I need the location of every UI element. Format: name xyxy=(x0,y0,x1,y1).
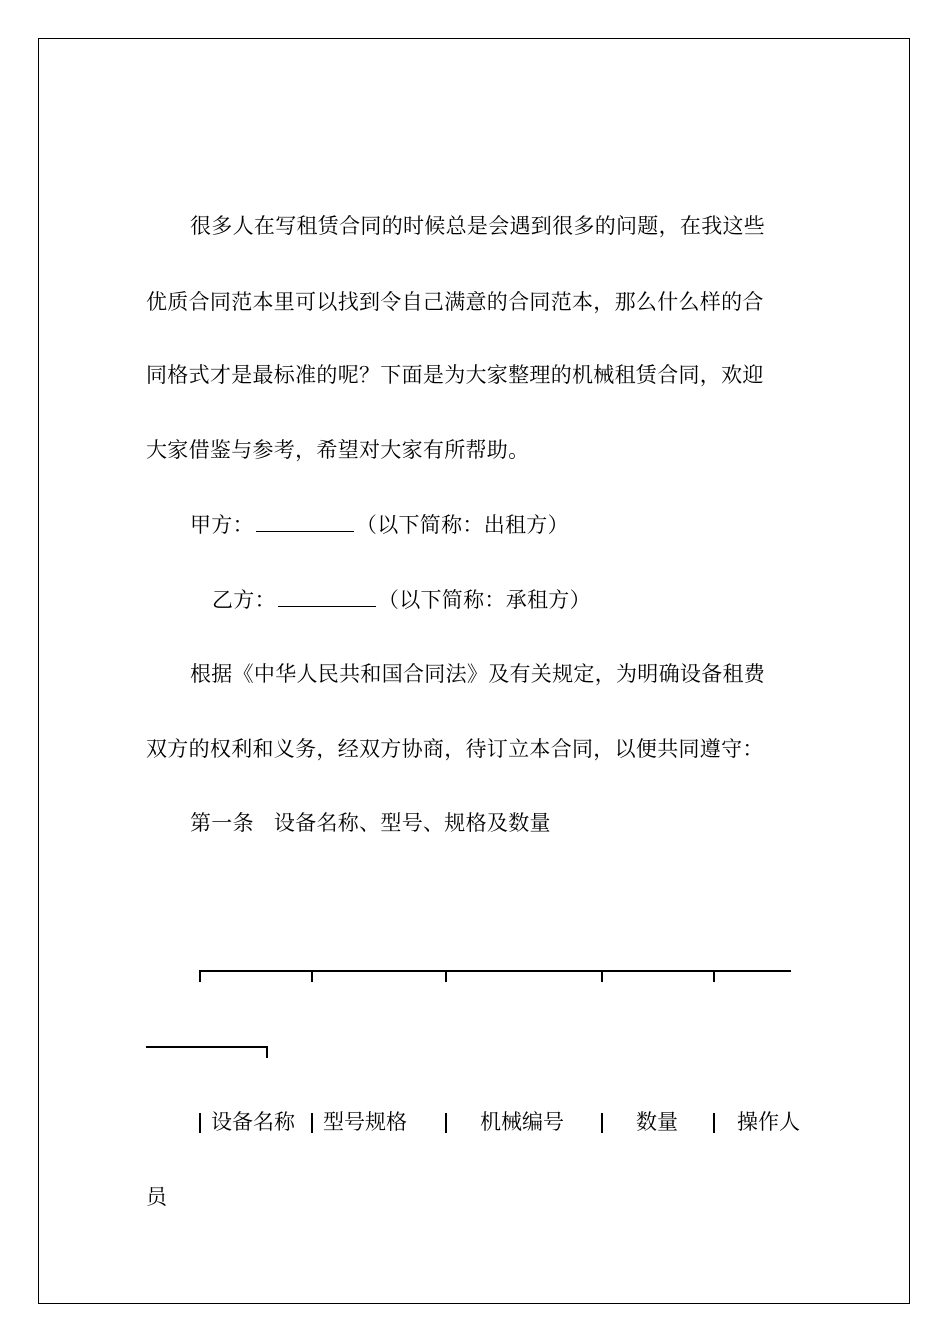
party-b-blank[interactable] xyxy=(278,588,376,607)
party-a-blank[interactable] xyxy=(256,513,354,532)
header-machine-number: 机械编号 xyxy=(480,1110,564,1134)
cell-divider xyxy=(311,1113,313,1133)
party-a-label: 甲方： xyxy=(190,513,254,537)
article-1-heading xyxy=(190,810,551,836)
header-model-spec: 型号规格 xyxy=(323,1110,407,1134)
intro-line-3: 同格式才是最标准的呢？下面是为大家整理的机械租赁合同，欢迎 xyxy=(146,363,764,387)
intro-line-4: 大家借鉴与参考，希望对大家有所帮助。 xyxy=(146,438,530,462)
cell-divider xyxy=(601,1113,603,1133)
cell-divider xyxy=(713,1113,715,1133)
header-quantity: 数量 xyxy=(636,1110,678,1134)
header-operator-wrap: 员 xyxy=(146,1185,168,1209)
header-operator: 操作人 xyxy=(737,1110,800,1134)
header-equipment-name: 设备名称 xyxy=(211,1110,295,1134)
intro-line-2: 优质合同范本里可以找到令自己满意的合同范本，那么什么样的合 xyxy=(146,290,764,314)
basis-line-1: 根据《中华人民共和国合同法》及有关规定，为明确设备租费 xyxy=(190,662,766,686)
party-b-label: 乙方： xyxy=(212,588,276,612)
party-a-note: （以下简称：出租方） xyxy=(355,513,569,537)
party-b-line xyxy=(212,587,591,613)
article-1-number: 第一条 xyxy=(190,811,254,835)
party-a-line xyxy=(190,512,569,538)
article-1-title: 设备名称、型号、规格及数量 xyxy=(273,811,551,835)
cell-divider xyxy=(445,1113,447,1133)
basis-line-2: 双方的权利和义务，经双方协商，待订立本合同，以便共同遵守： xyxy=(146,737,764,761)
intro-line-1: 很多人在写租赁合同的时候总是会遇到很多的问题，在我这些 xyxy=(190,214,766,238)
cell-divider xyxy=(199,1113,201,1133)
party-b-note: （以下简称：承租方） xyxy=(377,588,591,612)
